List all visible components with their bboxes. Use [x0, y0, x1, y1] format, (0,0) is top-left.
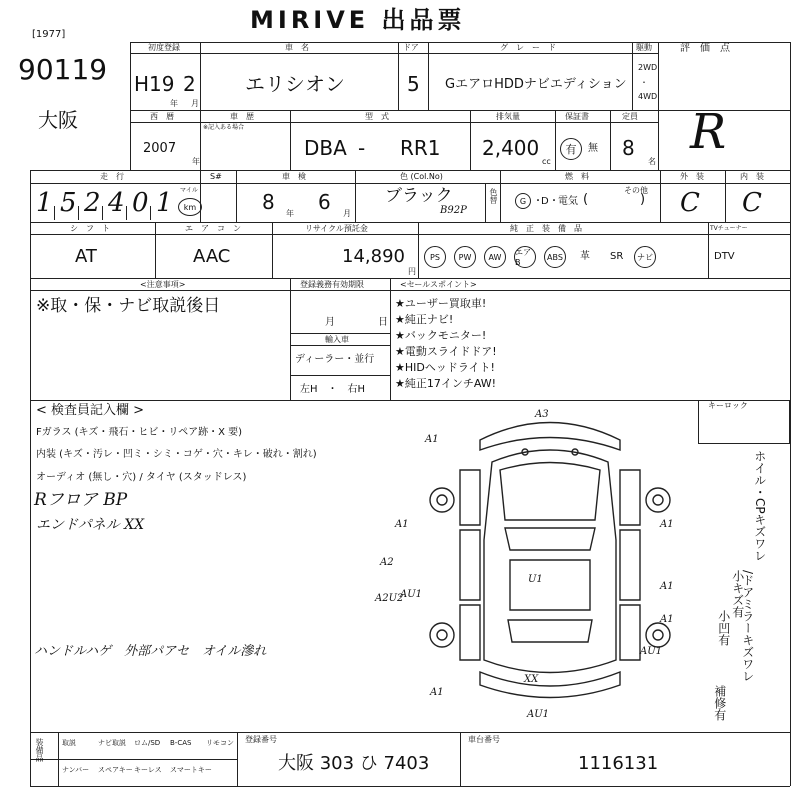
wheel-fl: [430, 488, 454, 512]
wheel-rr-inner: [653, 630, 663, 640]
drive-2wd: 2WD: [638, 63, 658, 72]
diagram-mark: AU1: [527, 709, 550, 720]
fuel-dot1: ・: [533, 196, 543, 207]
mileage-digit: 1: [36, 188, 53, 218]
tv-tuner-label: TVチューナー: [710, 225, 748, 232]
aircon-label: エ ア コ ン: [185, 224, 241, 233]
side-note-5: /ドアミラーキズワレ: [740, 570, 755, 683]
footer-equip-item: ナンバー: [62, 766, 90, 774]
sno-label: S#: [210, 172, 222, 181]
selling-point: ★ユーザー買取車!: [395, 297, 487, 310]
fuel-dot2: ・: [549, 196, 559, 207]
front-bumper: [480, 423, 620, 451]
eval-score: R: [690, 104, 727, 160]
registration-label: 登録義務有効期限: [300, 280, 364, 289]
shaken-year: 8: [262, 190, 275, 214]
footer-equip-item: ロム/SD: [134, 739, 161, 747]
wheel-fr-inner: [653, 495, 663, 505]
displacement-unit: cc: [542, 157, 551, 166]
diagram-mark: A1: [660, 519, 674, 530]
capacity-label: 定員: [622, 112, 638, 121]
diagram-mark: A2: [380, 557, 394, 568]
mileage-unit: km: [178, 198, 202, 216]
warranty-no: 無: [588, 143, 598, 154]
shaken-month: 6: [318, 190, 331, 214]
eval-score-label: 評 価 点: [680, 43, 730, 54]
import-label: 輸入車: [325, 335, 349, 344]
interior-line: 内装 (キズ・汚レ・凹ミ・シミ・コゲ・穴・キレ・破れ・割れ): [36, 449, 317, 460]
glass-line: Fガラス (キズ・飛石・ヒビ・リペア跡・X 要): [36, 427, 243, 438]
mileage-divider: [150, 206, 151, 220]
right-door: [620, 530, 640, 600]
equipment-label: 純 正 装 備 品: [510, 224, 582, 233]
side-note-4: 補修有: [712, 685, 727, 721]
mileage-digit: 4: [108, 188, 125, 218]
model-year: 2007: [143, 141, 177, 156]
exterior-label: 外 装: [680, 172, 704, 181]
car-body: [484, 450, 616, 673]
model-year-label: 西 暦: [150, 112, 174, 121]
right-fender-rear: [620, 605, 640, 660]
footer-equip-item: キーレス: [134, 766, 162, 774]
wheel-rl: [430, 623, 454, 647]
mileage-divider: [78, 206, 79, 220]
type-prefix: DBA: [304, 136, 347, 160]
mileage-divider: [126, 206, 127, 220]
side-note-3: 小凹有: [716, 610, 731, 646]
location: 大阪: [38, 108, 78, 132]
diagram-mark: U1: [528, 574, 543, 585]
footer-equip-item: ナビ取説: [98, 739, 126, 747]
footer-equip-item: リモコン: [206, 739, 234, 747]
chassis-value: 1116131: [578, 753, 659, 774]
reg-month-label: 月: [325, 317, 335, 328]
shift-value: AT: [75, 246, 97, 267]
mileage-divider: [54, 206, 55, 220]
diagram-mark: A1: [660, 581, 674, 592]
doors-label: ドア: [403, 43, 419, 52]
left-fender-front: [460, 470, 480, 525]
displacement-label: 排気量: [496, 112, 520, 121]
equip-item: SR: [610, 251, 624, 262]
rear-bumper: [480, 672, 620, 698]
fuel-ev: 電気: [558, 196, 578, 207]
diagram-mark: A1: [425, 434, 439, 445]
shaken-year-unit: 年: [286, 209, 294, 218]
car-diagram: [420, 410, 680, 730]
equip-item: AW: [484, 246, 506, 268]
reg-day-label: 日: [378, 317, 388, 328]
mileage-digit: 2: [84, 188, 101, 218]
color-side: 色替: [489, 188, 498, 204]
diagram-mark: A1: [660, 614, 674, 625]
displacement-value: 2,400: [482, 136, 540, 160]
diagram-mark: XX: [524, 674, 539, 685]
first-reg-label: 初度登録: [148, 43, 180, 52]
fuel-label: 燃 料: [565, 172, 589, 181]
selling-point: ★純正17インチAW!: [395, 377, 497, 390]
type-dash: -: [358, 136, 366, 160]
hand-note-3: ハンドルハゲ 外部パアセ オイル滲れ: [34, 644, 267, 659]
year-code: [1977]: [32, 29, 66, 40]
drive-dot: ・: [640, 78, 648, 87]
reg-era: H19: [134, 72, 175, 96]
recycle-value: 14,890: [342, 246, 405, 267]
diagram-mark: AU1: [400, 589, 423, 600]
form-title: MIRIVE 出品票: [250, 6, 466, 34]
left-door: [460, 530, 480, 600]
mileage-divider: [102, 206, 103, 220]
audio-line: オーディオ (無し・穴) / タイヤ (スタッドレス): [36, 472, 247, 483]
plate-label: 登録番号: [245, 735, 277, 744]
interior-label: 内 装: [740, 172, 764, 181]
footer-equip-item: B-CAS: [170, 739, 192, 747]
mileage-digit: 1: [156, 188, 173, 218]
exterior-score: C: [680, 188, 700, 218]
left-fender-rear: [460, 605, 480, 660]
footer-equip-item: スマートキー: [170, 766, 212, 774]
equip-item: ナビ: [634, 246, 656, 268]
selling-point: ★バックモニター!: [395, 329, 487, 342]
drive-4wd: 4WD: [638, 92, 658, 101]
chassis-label: 車台番号: [468, 735, 500, 744]
mileage-unit-small: マイル: [180, 187, 198, 194]
notes-label: <注意事項>: [140, 280, 186, 289]
side-note-2: 小キズ有: [730, 570, 745, 618]
aircon-value: AAC: [193, 246, 231, 267]
inspection-no-label: 車 歴: [230, 112, 254, 121]
wheel-fr: [646, 488, 670, 512]
equip-item: DTV: [714, 251, 735, 262]
inspection-label: < 検査員記入欄 >: [36, 403, 145, 418]
type-code: RR1: [400, 136, 441, 160]
rear-window: [508, 620, 592, 642]
hand-note-1: Rフロア BP: [34, 490, 128, 510]
fuel-g: G: [515, 193, 531, 209]
color-code: B92P: [440, 205, 467, 216]
footer-equip-item: スペアキー: [98, 766, 133, 774]
selling-point: ★純正ナビ!: [395, 313, 454, 326]
shaken-label: 車 検: [282, 172, 306, 181]
doors-value: 5: [407, 72, 420, 96]
shaken-month-unit: 月: [343, 209, 351, 218]
diagram-mark: A1: [395, 519, 409, 530]
mileage-digit: 0: [132, 188, 149, 218]
warranty-yes: 有: [560, 138, 582, 160]
reg-month-unit: 月: [191, 99, 199, 108]
equip-item: エアB: [514, 246, 536, 268]
footer-equip-label: 装備品: [35, 738, 44, 762]
color-label: 色 (Col.No): [400, 172, 443, 181]
fuel-paren-open: (: [583, 192, 589, 207]
diagram-mark: A3: [535, 409, 549, 420]
equip-item: PS: [424, 246, 446, 268]
notes-text: ※取・保・ナビ取説後日: [36, 296, 221, 316]
shift-label: シ フ ト: [70, 224, 110, 233]
windshield: [505, 528, 595, 550]
keylock-label: キーロック: [708, 401, 748, 410]
roof: [510, 560, 590, 610]
car-name-label: 車 名: [285, 43, 309, 52]
selling-point: ★電動スライドドア!: [395, 345, 497, 358]
capacity-unit: 名: [648, 157, 656, 166]
color-value: ブラック: [385, 186, 453, 206]
grade-value: GエアロHDDナビエディション: [445, 77, 627, 92]
wheel-rr: [646, 623, 670, 647]
hand-note-2: エンドパネル XX: [36, 517, 145, 533]
mileage-label: 走 行: [100, 172, 124, 181]
footer-equip-item: 取説: [62, 739, 76, 747]
lot-number: 90119: [18, 53, 108, 86]
plate-value: 大阪 303 ひ 7403: [278, 753, 430, 774]
recycle-unit: 円: [408, 267, 416, 276]
right-fender-front: [620, 470, 640, 525]
wheel-rl-inner: [437, 630, 447, 640]
wheel-fl-inner: [437, 495, 447, 505]
reg-month: 2: [183, 72, 196, 96]
recycle-label: リサイクル預託金: [305, 224, 368, 233]
drive-label: 駆動: [636, 43, 652, 52]
selling-label: <セールスポイント>: [400, 280, 477, 289]
interior-score: C: [742, 188, 762, 218]
hood: [500, 463, 600, 521]
dealer-option: ディーラー・並行: [295, 354, 375, 365]
reg-year-unit: 年: [170, 99, 178, 108]
year-unit: 年: [192, 157, 200, 166]
fuel-paren-close: ): [640, 192, 646, 207]
car-name-value: エリシオン: [245, 72, 345, 96]
capacity-value: 8: [622, 136, 635, 160]
side-note-1: ホイル・CPキズワレ: [752, 450, 767, 562]
type-label: 型 式: [365, 112, 389, 121]
selling-point: ★HIDヘッドライト!: [395, 361, 495, 374]
fuel-d: D: [541, 196, 549, 207]
grade-label: グ レ ー ド: [500, 43, 556, 52]
inspection-small-label: ※記入ある場合: [203, 124, 245, 131]
diagram-mark: AU1: [640, 646, 663, 657]
mileage-digit: 5: [60, 188, 77, 218]
diagram-mark: A2U2: [375, 593, 404, 604]
handle-option: 左H ・ 右H: [300, 384, 366, 395]
fuel-other-label: その他: [624, 186, 648, 195]
diagram-mark: A1: [430, 687, 444, 698]
equip-item: ABS: [544, 246, 566, 268]
equip-item: PW: [454, 246, 476, 268]
equip-item: 革: [580, 251, 590, 262]
warranty-label: 保証書: [565, 112, 589, 121]
